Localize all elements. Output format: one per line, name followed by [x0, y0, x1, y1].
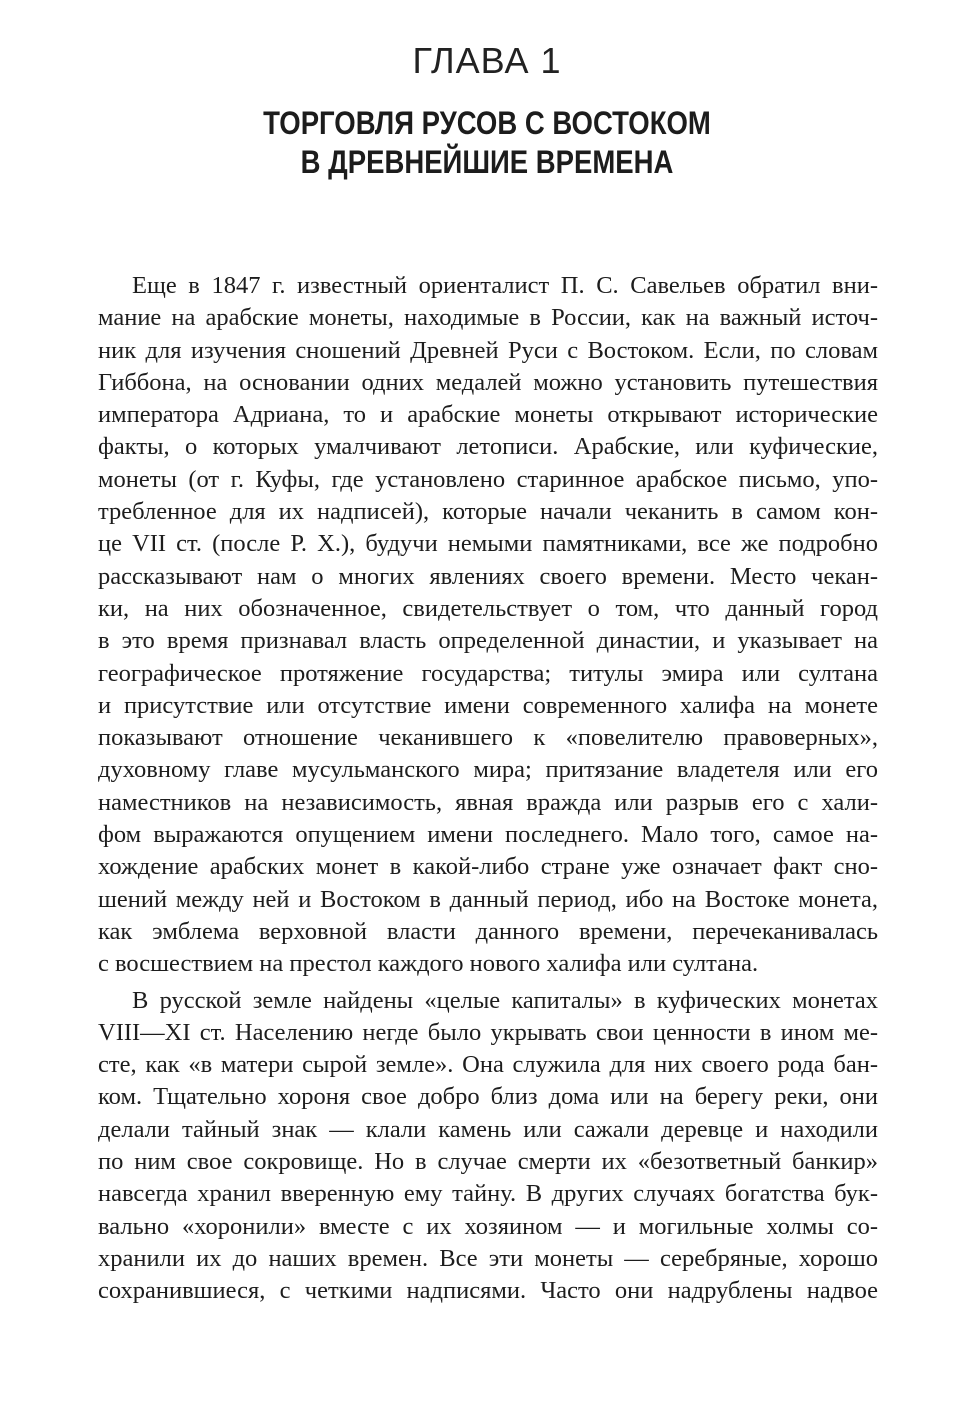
text-line: ком. Тщательно хороня свое добро близ дома или на берегу реки, они	[98, 1083, 878, 1111]
text-line: фом выражаются опущением имени последнего. Мало того, самое на-	[98, 821, 878, 849]
text-line: це VII ст. (после Р. Х.), будучи немыми памятниками, все же подробно	[98, 530, 878, 558]
text-line: наместников на независимость, явная вражда или разрыв его с хали-	[98, 788, 878, 816]
text-line: вально «хоронили» вместе с их хозяином — и могильные холмы со-	[98, 1212, 878, 1240]
text-line: сте, как «в матери сырой земле». Она служила для них своего рода бан-	[98, 1051, 878, 1079]
text-line: географическое протяжение государства; титулы эмира или султана	[98, 659, 878, 687]
text-line: в это время признавал власть определенной династии, и указывает на	[98, 627, 878, 655]
text-line: духовному главе мусульманского мира; притязание владетеля или его	[98, 756, 878, 784]
text-line: факты, о которых умалчивают летописи. Арабские, или куфические,	[98, 433, 878, 461]
text-line: навсегда хранил вверенную ему тайну. В других случаях богатства бук-	[98, 1180, 878, 1208]
text-line: делали тайный знак — клали камень или сажали деревце и находили	[98, 1115, 878, 1143]
chapter-title-line: В ДРЕВНЕЙШИЕ ВРЕМЕНА	[300, 144, 674, 180]
text-line: мание на арабские монеты, находимые в России, как на важный источ-	[98, 304, 878, 332]
text-line: хождение арабских монет в какой-либо стране уже означает факт сно-	[98, 853, 878, 881]
text-line: требленное для их надписей), которые начали чеканить в самом кон-	[98, 498, 878, 526]
text-line: VIII—XI ст. Населению негде было укрывать свои ценности в ином ме-	[98, 1018, 878, 1046]
text-line: показывают отношение чеканившего к «повелителю правоверных»,	[98, 724, 878, 752]
text-line: В русской земле найдены «целые капиталы» в куфических монетах	[132, 986, 878, 1014]
chapter-heading: ГЛАВА 1	[412, 40, 562, 81]
text-line: шений между ней и Востоком в данный период, ибо на Востоке монета,	[98, 885, 878, 913]
text-line: как эмблема верховной власти данного времени, перечеканивалась	[98, 917, 878, 945]
chapter-title	[68, 104, 906, 182]
text-line: ки, на них обозначенное, свидетельствует о том, что данный город	[98, 594, 878, 622]
chapter-title-line: ТОРГОВЛЯ РУСОВ С ВОСТОКОМ	[263, 105, 711, 141]
text-line: рассказывают нам о многих явлениях своего времени. Место чекан-	[98, 562, 878, 590]
text-line: сохранившиеся, с четкими надписями. Часто они надрублены надвое	[98, 1277, 878, 1305]
paragraph	[98, 985, 878, 1308]
text-line: Еще в 1847 г. известный ориенталист П. С. Савельев обратил вни-	[132, 272, 878, 299]
text-line: ник для изучения сношений Древней Руси с Востоком. Если, по словам	[98, 336, 878, 364]
text-line: по ним свое сокровище. Но в случае смерти их «безответный банкир»	[98, 1148, 878, 1176]
text-line: Гиббона, на основании одних медалей можно установить путешествия	[98, 368, 878, 396]
text-line: монеты (от г. Куфы, где установлено старинное арабское письмо, упо-	[98, 465, 878, 493]
body-text	[98, 270, 878, 1308]
text-line: и присутствие или отсутствие имени современного халифа на монете	[98, 691, 878, 719]
text-line: с восшествием на престол каждого нового халифа или султана.	[98, 950, 759, 978]
paragraph	[98, 270, 878, 981]
text-line: хранили их до наших времен. Все эти монеты — серебряные, хорошо	[98, 1244, 878, 1272]
text-line: императора Адриана, то и арабские монеты открывают исторические	[98, 401, 878, 429]
